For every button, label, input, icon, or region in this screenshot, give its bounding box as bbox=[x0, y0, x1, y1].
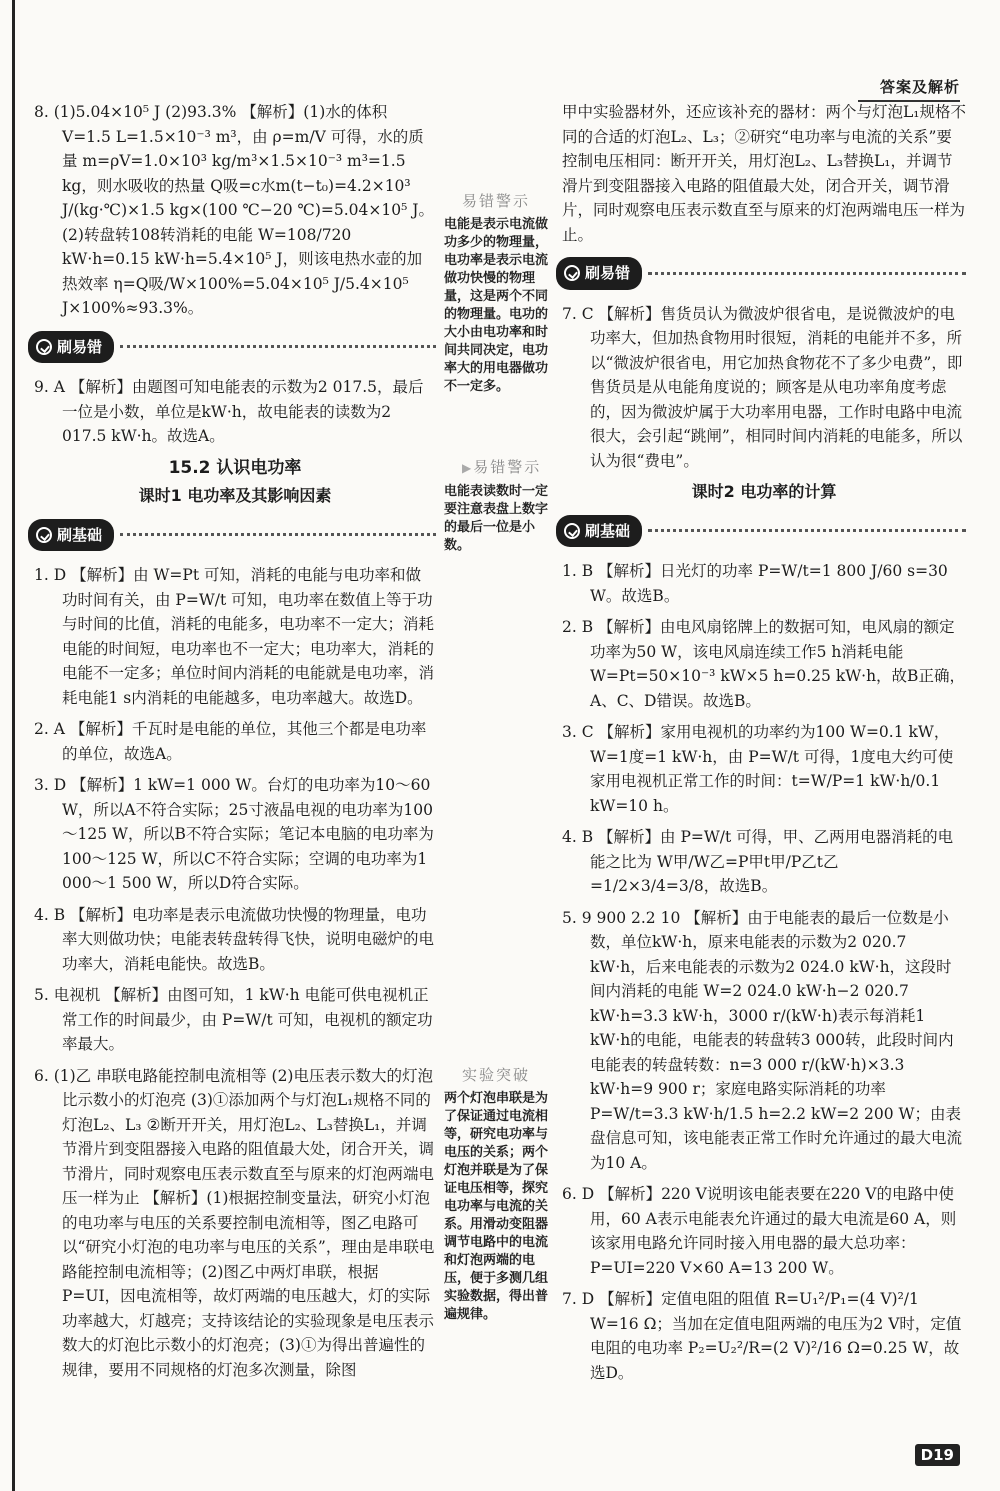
lesson-2-title: 课时2 电功率的计算 bbox=[691, 482, 837, 501]
header-label: 答案及解析 bbox=[879, 78, 960, 96]
check-icon bbox=[564, 265, 580, 281]
binding-edge bbox=[12, 0, 15, 1491]
answer-r7: 7. D 【解析】定值电阻的阻值 R=U₁²/P₁=(4 V)²/1 W=16 Ω；当加在定值电阻两端的电压为2 V时，定值电阻的电功率 P₂=U₂²/R=(2 V)²/16 Ω=0.25 W，故选D。 bbox=[562, 1290, 962, 1382]
margin-note-3: 实验突破 两个灯泡串联是为了保证通过电流相等，研究电功率与电压的关系；两个灯泡并联是为了保证电压相等，探究电功率与电流的关系。用滑动变阻器调节电路中的电流和灯泡两端的电压，便于多测几组实验数据，得出普遍规律。 bbox=[444, 1066, 549, 1322]
lesson-1-title: 课时1 电功率及其影响因素 bbox=[138, 486, 332, 505]
page-number: D19 bbox=[915, 1444, 960, 1466]
answer-6-continued: 甲中实验器材外，还应该补充的器材：两个与灯泡L₁规格不同的合适的灯泡L₂、L₃；②研究“电功率与电流的关系”要控制电压相同：断开开关，用灯泡L₂、L₃替换L₁，并调节滑片到变阻器接入电路的阻值最大处，闭合开关，调节滑片，同时观察电压表示数直至与原来的灯泡两端电压一样为止。 bbox=[562, 103, 967, 244]
right-column bbox=[562, 100, 966, 1392]
margin-note-1: 易错警示 电能是表示电流做功多少的物理量，电功率是表示电流做功快慢的物理量，这是两个不同的物理量。电功的大小由电功率和时间共同决定，电功率大的用电器做功不一定多。 bbox=[444, 192, 549, 394]
answer-r5: 5. 9 900 2.2 10 【解析】由于电能表的最后一位数是小数，单位kW·h，原来电能表的示数为2 020.7 kW·h，后来电能表的示数为2 024.0 kW·h，这段时间内消耗的电能 W=2 024.0 kW·h−2 020.7 kW·h=3.3 kW·h，3000 r/(kW·h)表示每消耗1 kW·h的电能，电能表的转盘转3 000转，此段时间内电能表的转盘转数：n=3 000 r/(kW·h)×3.3 kW·h=9 900 r；家庭电路实际消耗的功率 P=W/t=3.3 kW·h/1.5 h=2.2 kW=2 200 W；由表盘信息可知，该电能表正常工作时允许通过的最大电流为10 A。 bbox=[562, 908, 963, 1172]
answer-9: 9. A 【解析】由题图可知电能表的示数为2 017.5，最后一位是小数，单位是kW·h，故电能表的读数为2 017.5 kW·h。故选A。 bbox=[34, 378, 424, 445]
arrow-icon: ▶ bbox=[462, 461, 474, 475]
section-title: 15.2 认识电功率 bbox=[168, 457, 302, 478]
check-icon bbox=[564, 523, 580, 539]
answer-r2: 2. B 【解析】由电风扇铭牌上的数据可知，电风扇的额定功率为50 W，该电风扇连续工作5 h消耗电能 W=Pt=50×10⁻³ kW×5 h=0.25 kW·h，故B正确，A、C、D错误。故选B。 bbox=[562, 618, 965, 710]
answer-7: 7. C 【解析】售货员认为微波炉很省电，是说微波炉的电功率大，但加热食物用时很短，消耗的电能并不多，所以“微波炉很省电，用它加热食物花不了多少电费”，即售货员是从电能角度说的；顾客是从电功率角度考虑的，因为微波炉属于大功率用电器，工作时电路中电流很大，会引起“跳闸”，相同时间内消耗的电能多，所以认为很“费电”。 bbox=[562, 304, 963, 470]
answer-1: 1. D 【解析】由 W=Pt 可知，消耗的电能与电功率和做功时间有关，由 P=W/t 可知，电功率在数值上等于功与时间的比值，消耗的电能多，电功率不一定大；消耗电能的时间短，电功率也不一定大；电功率大，消耗的电能不一定多；单位时间内消耗的电能就是电功率，消耗电能1 s内消耗的电能越多，电功率越大。故选D。 bbox=[34, 566, 435, 707]
margin-note-2: ▶易错警示 电能表读数时一定要注意表盘上数字的最后一位是小数。 bbox=[444, 458, 549, 553]
answer-r6: 6. D 【解析】220 V说明该电能表要在220 V的电路中使用，60 A表示电能表允许通过的最大电流是60 A，则该家用电路允许同时接入用电器的最大总功率：P=UI=220 V×60 A=13 200 W。 bbox=[562, 1185, 957, 1277]
badge-basic-right: 刷基础 bbox=[556, 515, 966, 548]
answer-2: 2. A 【解析】千瓦时是电能的单位，其他三个都是电功率的单位，故选A。 bbox=[34, 720, 427, 763]
answer-r4: 4. B 【解析】由 P=W/t 可得，甲、乙两用电器消耗的电能之比为 W甲/W乙=P甲t甲/P乙t乙=1/2×3/4=3/8，故选B。 bbox=[562, 828, 954, 895]
badge-error-right: 刷易错 bbox=[556, 257, 966, 290]
answer-4: 4. B 【解析】电功率是表示电流做功快慢的物理量，电功率大则做功快；电能表转盘转得飞快，说明电磁炉的电功率大，消耗电能快。故选B。 bbox=[34, 905, 435, 973]
check-icon bbox=[36, 339, 52, 355]
answer-3: 3. D 【解析】1 kW=1 000 W。台灯的电功率为10～60 W，所以A不符合实际；25寸液晶电视的电功率为100～125 W，所以B不符合实际；笔记本电脑的电功率为100～125 W，所以C不符合实际；空调的电功率为1 000～1 500 W，所以D符合实际。 bbox=[34, 776, 434, 892]
answer-r1: 1. B 【解析】日光灯的功率 P=W/t=1 800 J/60 s=30 W。故选B。 bbox=[562, 562, 948, 605]
answer-5: 5. 电视机 【解析】由图可知，1 kW·h 电能可供电视机正常工作的时间最少，由 P=W/t 可知，电视机的额定功率最大。 bbox=[34, 986, 433, 1053]
check-icon bbox=[36, 527, 52, 543]
badge-basic-left: 刷基础 bbox=[28, 519, 436, 552]
answer-8: 8. (1)5.04×10⁵ J (2)93.3% 【解析】(1)水的体积 V=1.5 L=1.5×10⁻³ m³，由 ρ=m/V 可得，水的质量 m=ρV=1.0×10³ kg/m³×1.5×10⁻³ m³=1.5 kg，则水吸收的热量 Q吸=c水m(t−t₀)=4.2×10³ J/(kg·℃)×1.5 kg×(100 ℃−20 ℃)=5.04×10⁵ J。(2)转盘转108转消耗的电能 W=108/720 kW·h=0.15 kW·h=5.4×10⁵ J，则该电热水壶的加热效率 η=Q吸/W×100%=5.04×10⁵ J/5.4×10⁵ J×100%≈93.3%。 bbox=[34, 103, 434, 317]
left-column bbox=[34, 100, 436, 1389]
answer-6: 6. (1)乙 串联电路能控制电流相等 (2)电压表示数大的灯泡比示数小的灯泡亮 (3)①添加两个与灯泡L₁规格不同的灯泡L₂、L₃ ②断开开关，用灯泡L₂、L₃替换L₁，并调节滑片到变阻器接入电路的阻值最大处，闭合开关，调节滑片，同时观察电压表示数直至与原来的灯泡两端电压一样为止 【解析】(1)根据控制变量法，研究小灯泡的电功率与电压的关系要控制电流相等，图乙电路可以“研究小灯泡的电功率与电压的关系”，理由是串联电路能控制电流相等；(2)图乙中两灯串联，根据P=UI，因电流相等，故灯两端的电压越大，灯的实际功率越大，灯越亮；支持该结论的实验现象是电压表示数大的灯泡比示数小的灯泡亮；(3)①为得出普遍性的规律，要用不同规格的灯泡多次测量，除图 bbox=[34, 1066, 435, 1379]
badge-error-left: 刷易错 bbox=[28, 331, 436, 364]
answer-r3: 3. C 【解析】家用电视机的功率约为100 W=0.1 kW，W=1度=1 kW·h，由 P=W/t 可得，1度电大约可使家用电视机正常工作的时间：t=W/P=1 kW·h/0.1 kW=10 h。 bbox=[562, 723, 954, 815]
